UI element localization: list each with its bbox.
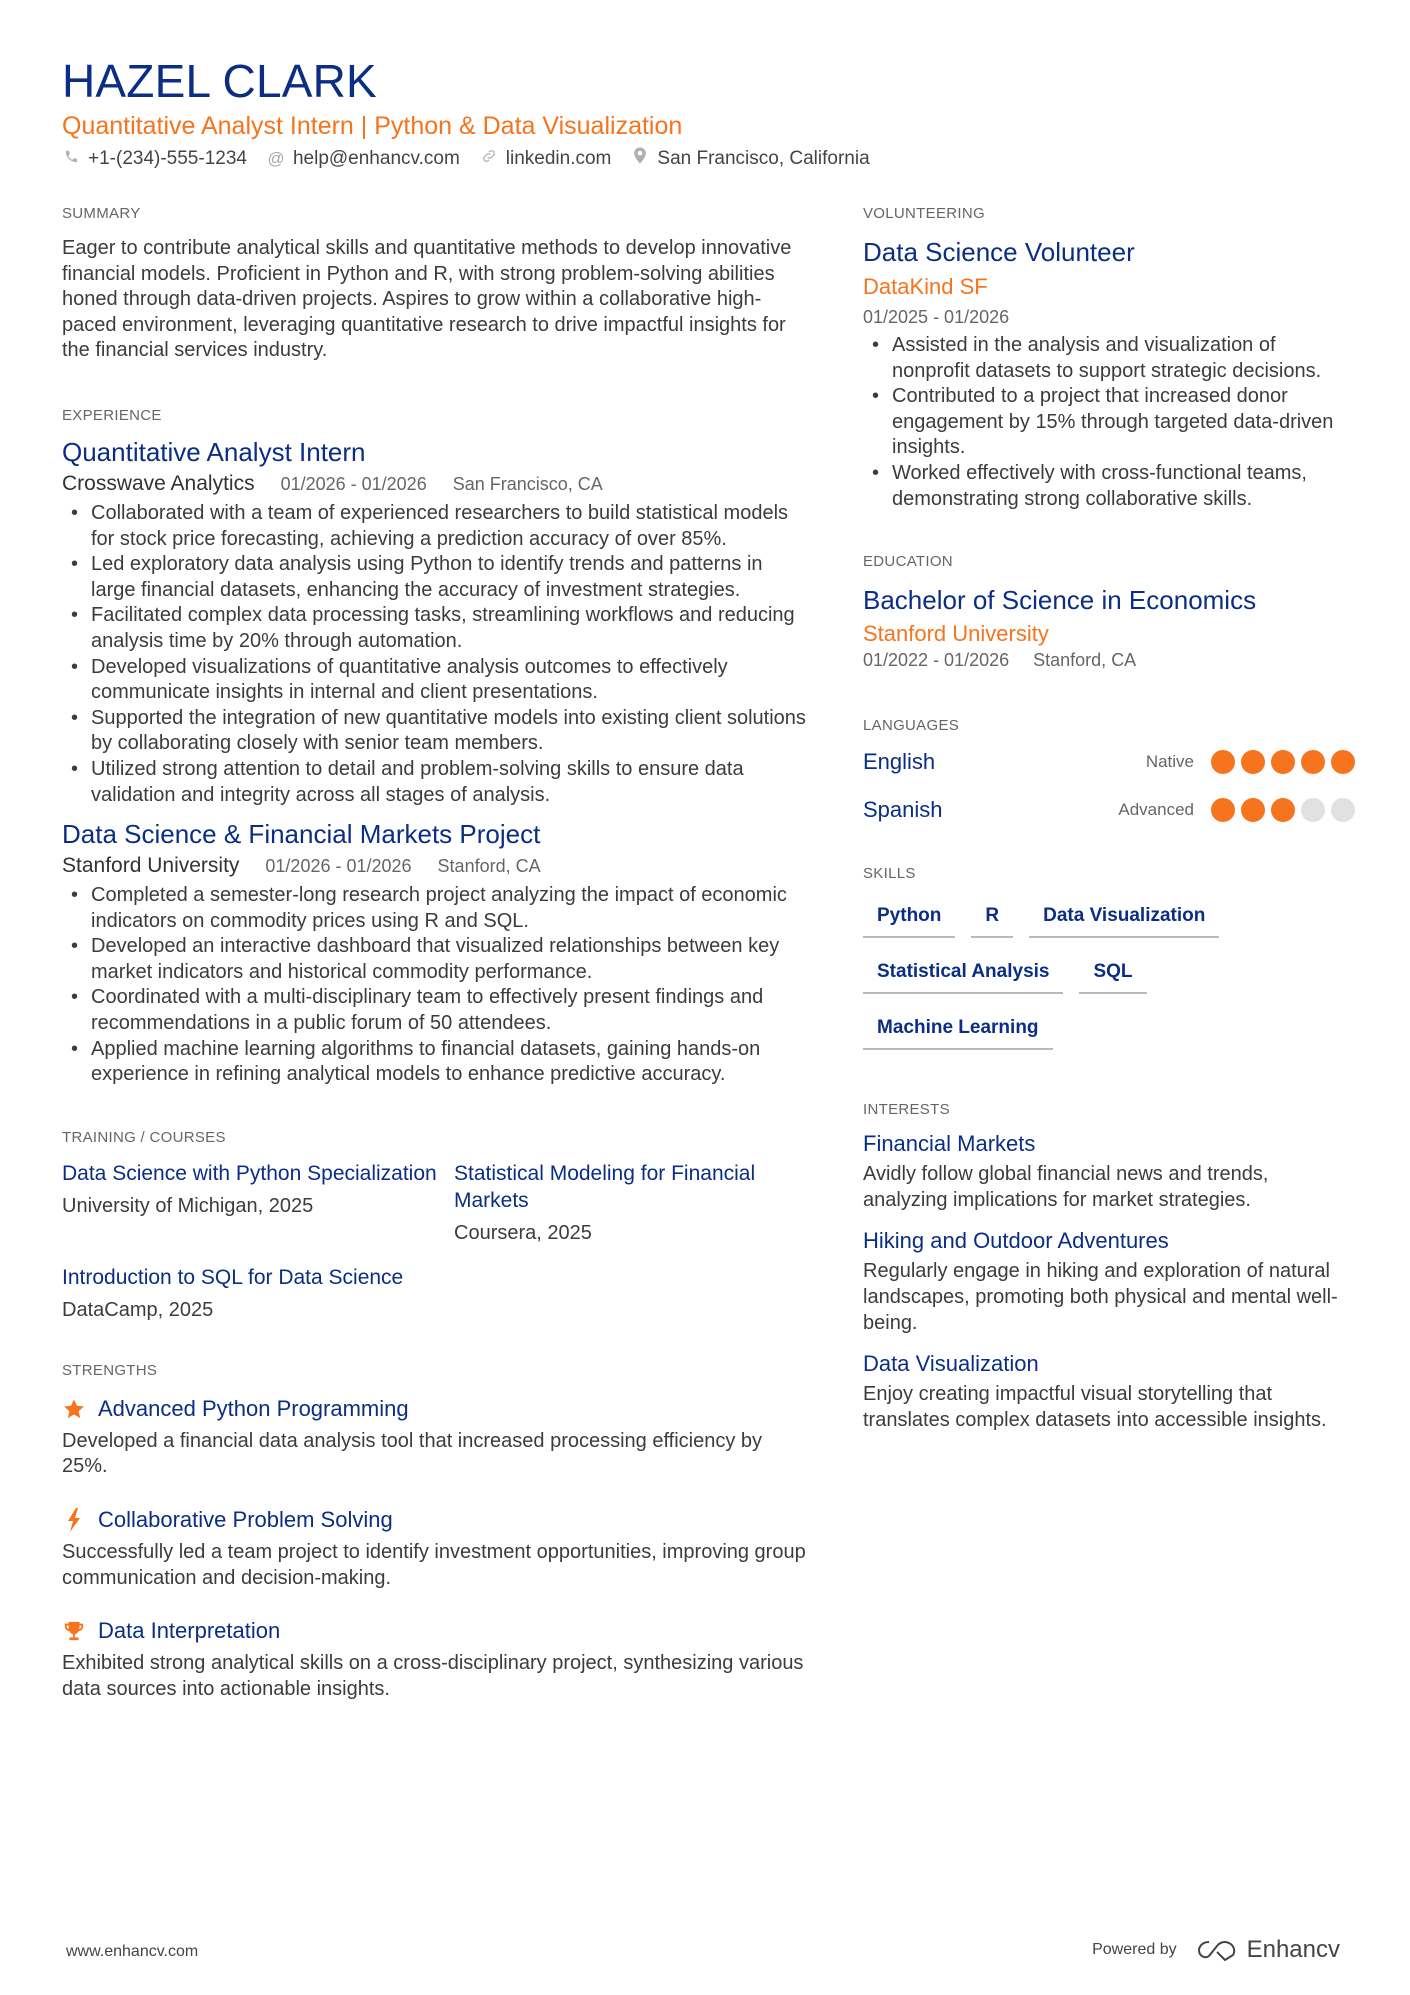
contact-linkedin[interactable] [480,146,612,172]
contact-email-text: help@enhancv.com [292,148,460,169]
course-title: Statistical Modeling for Financial Markets [454,1161,756,1212]
lightning-icon [62,1507,86,1533]
bullet: • Developed visualizations of quantitative analysis outcomes to effectively communicate insights in internal and client presentations. [62,655,810,706]
star-icon [62,1396,86,1422]
summary-text: Eager to contribute analytical skills and quantitative methods to develop innovative financial models. Proficient in Python and R, with strong problem-solving abilities honed through data-driven projects. Aspires to grow within a collaborative high-paced environment, leveraging quantitative research to drive impactful insights for the financial services industry. [62,237,792,362]
bullet: • Facilitated complex data processing tasks, streamlining workflows and reducing analysis time by 20% through automation. [62,603,810,654]
interest-item [863,1350,1355,1433]
job-meta [62,470,810,498]
job-company: Stanford University [62,854,240,878]
course-grid [62,1160,810,1323]
section-label-interests: INTERESTS [863,1101,950,1119]
volunteer-org: DataKind SF [863,274,988,299]
course-item [62,1264,454,1323]
language-level: Native [1145,752,1194,772]
strength-header [62,1617,810,1645]
strengths-section [62,1361,810,1703]
degree-title: Bachelor of Science in Economics [863,585,1257,616]
strength-item [62,1617,810,1702]
bullet: • Worked effectively with cross-functional teams, demonstrating strong collaborative skills. [863,461,1355,512]
contact-location-text: San Francisco, California [657,148,870,169]
interest-desc: Enjoy creating impactful visual storytelling that translates complex datasets into accessible insights. [863,1383,1327,1431]
candidate-headline: Quantitative Analyst Intern | Python & Data Visualization [62,112,683,140]
rating-dot-filled [1271,798,1295,822]
language-rating [1211,750,1355,774]
enhancv-logo-icon [1195,1938,1239,1962]
job-bullets [62,501,810,808]
candidate-name: HAZEL CLARK [62,55,377,107]
left-column [62,204,810,1702]
education-section [863,552,1355,672]
strength-desc: Developed a financial data analysis tool that increased processing efficiency by 25%. [62,1429,763,1478]
right-column [863,204,1355,1433]
footer-website-link[interactable]: www.enhancv.com [66,1943,199,1960]
rating-dot-filled [1331,750,1355,774]
skill-tag: Statistical Analysis [863,954,1063,994]
strength-item [62,1506,810,1591]
contact-email[interactable] [267,146,460,172]
interest-title: Hiking and Outdoor Adventures [863,1228,1169,1254]
interest-desc: Regularly engage in hiking and exploration of natural landscapes, promoting both physical and mental well-being. [863,1260,1338,1334]
trophy-icon [62,1618,86,1644]
volunteer-dates: 01/2025 - 01/2026 [863,307,1010,327]
interest-item [863,1227,1355,1336]
job-title: Quantitative Analyst Intern [62,436,366,467]
rating-dot-filled [1241,798,1265,822]
rating-dot-filled [1241,750,1265,774]
brand-name: Enhancv [1246,1936,1340,1963]
course-item [454,1160,810,1246]
education-location: Stanford, CA [1033,650,1137,671]
location-pin-icon [631,146,649,172]
language-level: Advanced [1118,800,1194,820]
section-label-strengths: STRENGTHS [62,1361,158,1379]
skills-section [863,864,1355,1050]
bullet: • Led exploratory data analysis using Python to identify trends and patterns in large financial datasets, enhancing the accuracy of investment strategies. [62,552,810,603]
bullet: • Utilized strong attention to detail and problem-solving skills to ensure data validation and integrity across all stages of analysis. [62,757,810,808]
course-provider: University of Michigan, 2025 [62,1194,314,1217]
strength-desc: Successfully led a team project to identify investment opportunities, improving group communication and decision-making. [62,1541,806,1589]
job-dates: 01/2026 - 01/2026 [265,856,412,877]
strength-title: Data Interpretation [98,1618,281,1644]
section-label-skills: SKILLS [863,865,916,883]
experience-item [62,818,810,1088]
resume-header [62,54,1352,172]
language-row [863,790,1355,830]
bullet: • Completed a semester-long research project analyzing the impact of economic indicators on commodity prices using R and SQL. [62,883,810,934]
interest-title: Data Visualization [863,1351,1039,1377]
education-meta [863,648,1355,672]
skill-tag: SQL [1079,954,1146,994]
summary-section [62,204,810,364]
interest-desc: Avidly follow global financial news and trends, analyzing implications for market strategies. [863,1163,1269,1211]
bullet: • Assisted in the analysis and visualization of nonprofit datasets to support strategic decisions. [863,333,1355,384]
strength-header [62,1506,810,1534]
language-name: English [863,749,936,775]
bullet: • Collaborated with a team of experienced researchers to build statistical models for stock price forecasting, achieving a prediction accuracy of over 85%. [62,501,810,552]
powered-by-label: Powered by [1092,1941,1177,1958]
phone-icon [62,146,80,172]
experience-section [62,406,810,1088]
volunteer-bullets [863,333,1355,512]
bullet: • Applied machine learning algorithms to financial datasets, gaining hands-on experience in refining analytical models to enhance predictive accuracy. [62,1037,810,1088]
job-company: Crosswave Analytics [62,471,255,495]
course-provider: DataCamp, 2025 [62,1298,214,1321]
contact-phone-text: +1-(234)-555-1234 [88,148,247,169]
job-dates: 01/2026 - 01/2026 [280,473,427,494]
section-label-education: EDUCATION [863,553,953,571]
experience-item [62,436,810,808]
rating-dot-filled [1211,750,1235,774]
interest-title: Financial Markets [863,1131,1036,1157]
enhancv-logo[interactable] [1195,1936,1340,1964]
at-icon: @ [267,149,285,168]
job-location: Stanford, CA [437,856,541,877]
rating-dot-filled [1211,798,1235,822]
link-icon [480,146,498,172]
school-name: Stanford University [863,621,1049,647]
rating-dot-filled [1271,750,1295,774]
job-location: San Francisco, CA [452,473,603,494]
skill-tag: R [971,898,1013,938]
section-label-languages: LANGUAGES [863,717,960,735]
bullet: • Supported the integration of new quantitative models into existing client solutions by collaborating closely with senior team members. [62,706,810,757]
strength-title: Advanced Python Programming [98,1395,409,1421]
strength-desc: Exhibited strong analytical skills on a cross-disciplinary project, synthesizing various data sources into actionable insights. [62,1652,804,1700]
page-footer [0,1936,1410,1970]
strength-title: Collaborative Problem Solving [98,1507,393,1533]
contact-location [631,146,869,172]
course-provider: Coursera, 2025 [454,1221,592,1244]
strength-header [62,1395,810,1423]
contact-phone[interactable] [62,146,247,172]
interest-item [863,1130,1355,1213]
language-row [863,742,1355,782]
course-item [62,1160,454,1246]
rating-dot-empty [1331,798,1355,822]
volunteering-section [863,204,1355,512]
skill-tag: Data Visualization [1029,898,1219,938]
languages-section [863,716,1355,830]
language-rating [1211,798,1355,822]
volunteer-role: Data Science Volunteer [863,237,1135,267]
bullet: • Contributed to a project that increased donor engagement by 15% through targeted data-driven insights. [863,384,1355,461]
section-label-volunteering: VOLUNTEERING [863,205,985,222]
training-section [62,1128,810,1323]
skill-tag: Python [863,898,955,938]
course-title: Data Science with Python Specialization [62,1161,437,1185]
rating-dot-filled [1301,750,1325,774]
interests-section [863,1100,1355,1433]
job-meta [62,852,810,880]
rating-dot-empty [1301,798,1325,822]
skill-tags [863,898,1283,1050]
bullet: • Coordinated with a multi-disciplinary team to effectively present findings and recommendations in a public forum of 50 attendees. [62,985,810,1036]
section-label-experience: EXPERIENCE [62,406,162,424]
strength-item [62,1395,810,1480]
powered-by [1092,1936,1340,1964]
job-title: Data Science & Financial Markets Project [62,819,541,850]
bullet: • Developed an interactive dashboard that visualized relationships between key market indicators and historical commodity performance. [62,934,810,985]
skill-tag: Machine Learning [863,1010,1053,1050]
education-dates: 01/2022 - 01/2026 [863,650,1010,671]
course-title: Introduction to SQL for Data Science [62,1265,404,1289]
contact-row [62,146,1352,172]
job-bullets [62,883,810,1088]
section-label-training: TRAINING / COURSES [62,1128,226,1146]
language-name: Spanish [863,797,943,823]
section-label-summary: SUMMARY [62,205,141,222]
contact-linkedin-text: linkedin.com [505,148,612,169]
